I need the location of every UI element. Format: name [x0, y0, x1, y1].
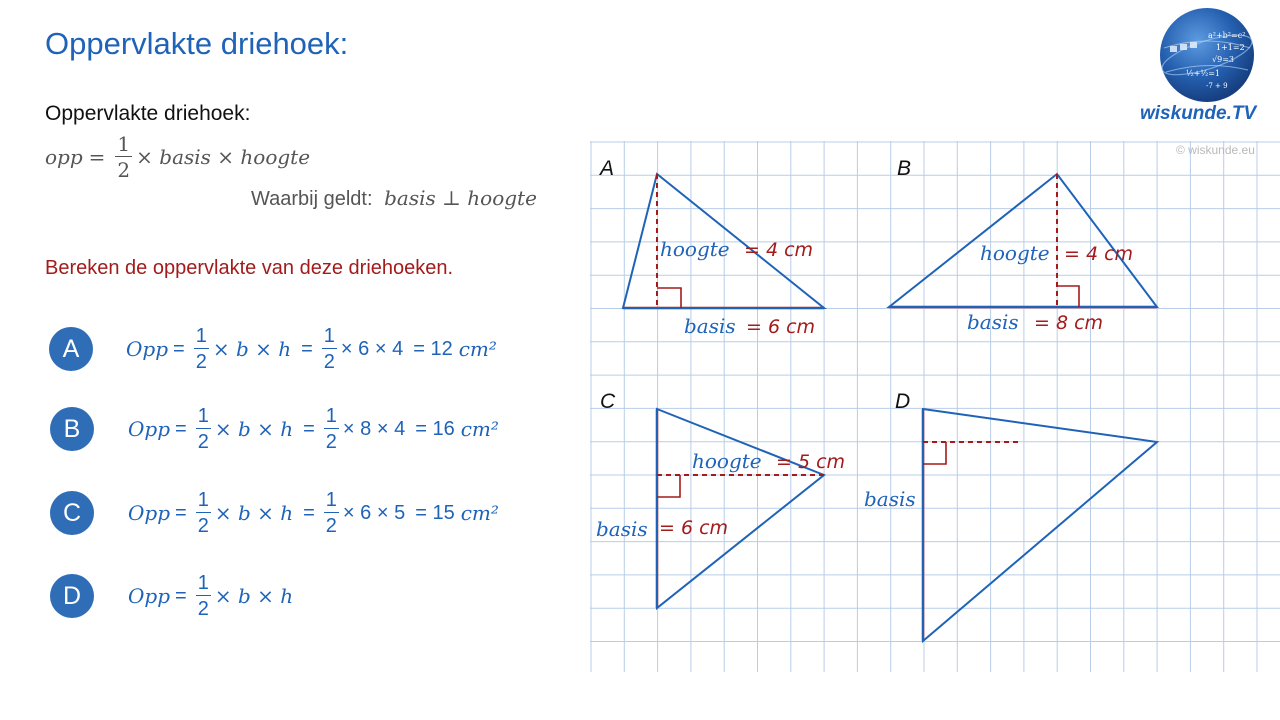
solution-eq2: = [303, 501, 315, 524]
solution-values: × 8 × 4 [342, 417, 406, 440]
hoogte-value-b: = 4 cm [1064, 243, 1134, 265]
formula-eq: = [88, 145, 106, 169]
where-label: Waarbij geldt: [251, 188, 373, 210]
fraction-denominator: 2 [197, 431, 209, 453]
solution-result: = 12 [413, 337, 453, 360]
solution-eq: = [173, 337, 185, 360]
answer-circle-c[interactable]: C [50, 491, 94, 535]
globe-formula: ½+½=1 [1186, 69, 1221, 78]
right-angle-d [923, 442, 946, 464]
solution-mid: × b × h [214, 501, 294, 525]
fraction-denominator: 2 [197, 598, 209, 620]
formula-label: Oppervlakte driehoek: [45, 102, 251, 125]
basis-label-c: basis [596, 517, 648, 541]
hoogte-value-c: = 5 cm [776, 451, 846, 473]
solution-c [128, 483, 499, 543]
right-angle-c [657, 475, 680, 497]
right-angle-a [657, 288, 681, 308]
formula-denominator: 2 [117, 158, 131, 182]
page-title: Oppervlakte driehoek: [45, 26, 349, 61]
solution-fraction-2 [322, 326, 337, 372]
basis-label-b: basis [967, 310, 1019, 334]
solution-fraction [196, 490, 211, 536]
solution-unit: cm² [460, 417, 499, 441]
fraction-denominator: 2 [325, 515, 337, 537]
triangle-label-c: C [600, 390, 616, 413]
hoogte-value-a: = 4 cm [744, 239, 814, 261]
triangle-outline-d [923, 409, 1157, 641]
solution-unit: cm² [458, 337, 497, 361]
globe-formula: -7 + 9 [1206, 82, 1228, 90]
fraction-numerator: 1 [197, 405, 209, 427]
solution-lhs: Opp [126, 337, 169, 361]
formula-rest: × basis × hoogte [136, 145, 311, 169]
basis-value-a: = 6 cm [746, 316, 816, 338]
basis-value-c: = 6 cm [659, 517, 729, 539]
formula-numerator: 1 [117, 132, 131, 156]
grid-lines [590, 141, 1280, 672]
solution-values: × 6 × 5 [342, 501, 406, 524]
fraction-denominator: 2 [323, 351, 335, 373]
solution-eq: = [175, 417, 187, 440]
triangle-b [889, 157, 1157, 334]
solution-result: = 15 [415, 501, 455, 524]
triangle-label-b: B [897, 157, 912, 180]
solution-fraction [196, 573, 211, 619]
triangle-label-a: A [600, 157, 615, 180]
basis-label-a: basis [684, 314, 736, 338]
solution-values: × 6 × 4 [340, 337, 404, 360]
solution-mid: × b × h [214, 584, 294, 608]
fraction-numerator: 1 [325, 405, 337, 427]
answer-circle-d[interactable]: D [50, 574, 94, 618]
solution-lhs: Opp [128, 584, 171, 608]
fraction-denominator: 2 [325, 431, 337, 453]
perpendicular-note [251, 186, 537, 211]
hoogte-label-b: hoogte [980, 241, 1050, 265]
solution-eq2: = [303, 417, 315, 440]
right-angle-b [1057, 286, 1079, 307]
solution-lhs: Opp [128, 417, 171, 441]
fraction-numerator: 1 [197, 572, 209, 594]
globe-formula: √9=3 [1212, 55, 1234, 64]
solution-d [128, 566, 293, 626]
area-formula [45, 128, 310, 186]
hoogte-label-c: hoogte [692, 449, 762, 473]
solution-fraction-2 [324, 406, 339, 452]
answer-circle-a[interactable]: A [49, 327, 93, 371]
solution-a [126, 319, 497, 379]
solution-result: = 16 [415, 417, 455, 440]
solution-eq: = [175, 584, 187, 607]
fraction-numerator: 1 [325, 489, 337, 511]
solution-lhs: Opp [128, 501, 171, 525]
fraction-numerator: 1 [323, 325, 335, 347]
solution-unit: cm² [460, 501, 499, 525]
globe-logo-icon [1156, 6, 1258, 104]
fraction-numerator: 1 [197, 489, 209, 511]
fraction-denominator: 2 [197, 515, 209, 537]
solution-eq2: = [301, 337, 313, 360]
hoogte-label-a: hoogte [660, 237, 730, 261]
globe-formula: a²+b²=c² [1208, 31, 1246, 40]
answer-circle-b[interactable]: B [50, 407, 94, 451]
solution-mid: × b × h [212, 337, 292, 361]
globe-formula: 1+1=2 [1216, 43, 1245, 52]
where-expression: basis ⊥ hoogte [384, 186, 537, 210]
solution-eq: = [175, 501, 187, 524]
triangle-a [598, 157, 824, 338]
solution-fraction [194, 326, 209, 372]
basis-label-d: basis [864, 487, 916, 511]
solution-b [128, 399, 499, 459]
fraction-denominator: 2 [195, 351, 207, 373]
formula-fraction [115, 134, 132, 180]
question-text: Bereken de oppervlakte van deze driehoeken. [45, 257, 454, 279]
solution-mid: × b × h [214, 417, 294, 441]
logo-text[interactable]: wiskunde.TV [1140, 103, 1257, 124]
formula-lhs: opp [45, 145, 83, 169]
copyright: © wiskunde.eu [1176, 143, 1255, 157]
triangle-label-d: D [895, 390, 911, 413]
triangle-d [864, 390, 1157, 641]
basis-value-b: = 8 cm [1034, 312, 1104, 334]
solution-fraction-2 [324, 490, 339, 536]
fraction-numerator: 1 [195, 325, 207, 347]
solution-fraction [196, 406, 211, 452]
